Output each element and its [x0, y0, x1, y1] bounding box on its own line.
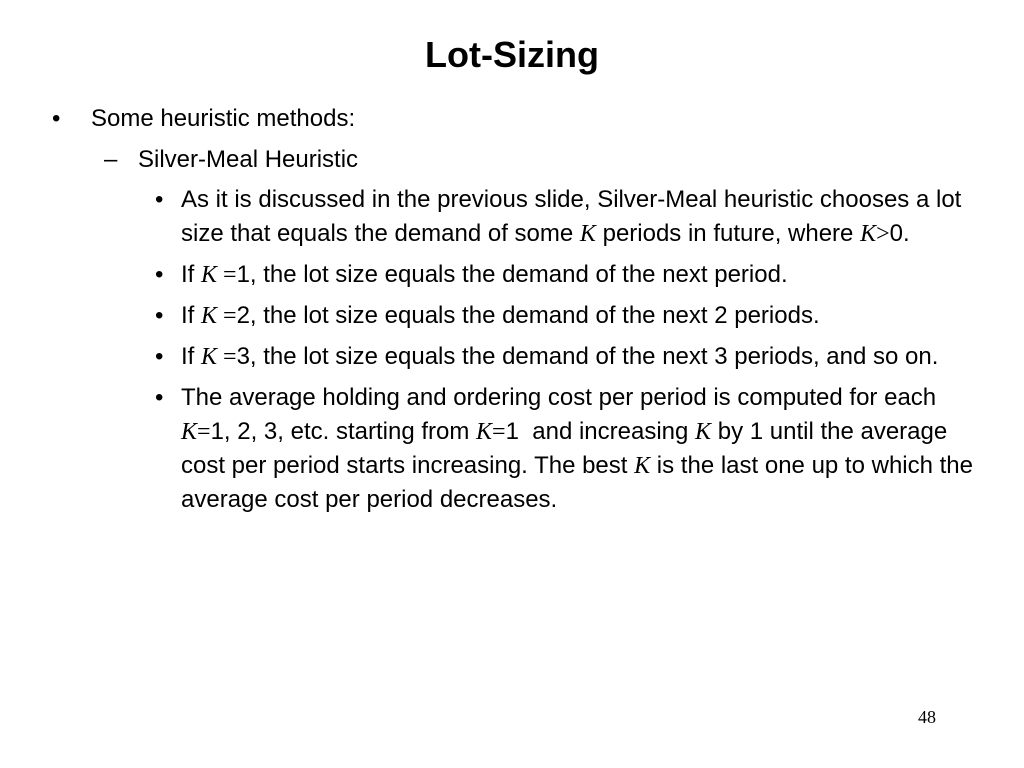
bullet-marker: •: [155, 186, 164, 213]
sub-bullet-item: [155, 381, 985, 517]
bullet-level1: [52, 102, 355, 136]
bullet-marker: •: [155, 302, 164, 329]
sub-bullet-item: [155, 258, 985, 292]
sub-bullet-text: If K =1, the lot size equals the demand of the next period.: [181, 261, 788, 288]
variable-k: K: [181, 419, 198, 445]
bullet-text: Some heuristic methods:: [91, 105, 356, 132]
sub-bullet-text: As it is discussed in the previous slide, Silver-Meal heuristic chooses a lot size that equals the demand of some K periods in future, where K>0.: [181, 186, 962, 247]
variable-k: K: [634, 453, 651, 479]
bullet-text: Silver-Meal Heuristic: [138, 146, 359, 173]
variable-k: K: [201, 303, 218, 329]
bullet-marker: •: [155, 343, 164, 370]
bullet-marker: •: [155, 384, 164, 411]
variable-k: K: [579, 221, 596, 247]
variable-k: K: [860, 221, 877, 247]
sub-bullet-list: [155, 183, 985, 524]
bullet-level2: [104, 143, 358, 177]
sub-bullet-text: The average holding and ordering cost per period is computed for each K=1, 2, 3, etc. starting from K=1 and increasing K by 1 until the average cost per period starts increasing. The best K is the last one up to which the average cost per period decreases.: [181, 384, 974, 513]
sub-bullet-text: If K =3, the lot size equals the demand of the next 3 periods, and so on.: [181, 343, 939, 370]
sub-bullet-item: [155, 299, 985, 333]
page-number: 48: [918, 707, 936, 727]
variable-k: K: [201, 262, 218, 288]
variable-k: K: [695, 419, 712, 445]
sub-bullet-item: [155, 340, 985, 374]
variable-k: K: [476, 419, 493, 445]
sub-bullet-text: If K =2, the lot size equals the demand of the next 2 periods.: [181, 302, 820, 329]
sub-bullet-item: [155, 183, 985, 251]
slide-title: Lot-Sizing: [425, 34, 599, 75]
bullet-marker: •: [52, 105, 61, 132]
bullet-marker: •: [155, 261, 164, 288]
variable-k: K: [201, 344, 218, 370]
dash-marker: –: [104, 146, 118, 173]
